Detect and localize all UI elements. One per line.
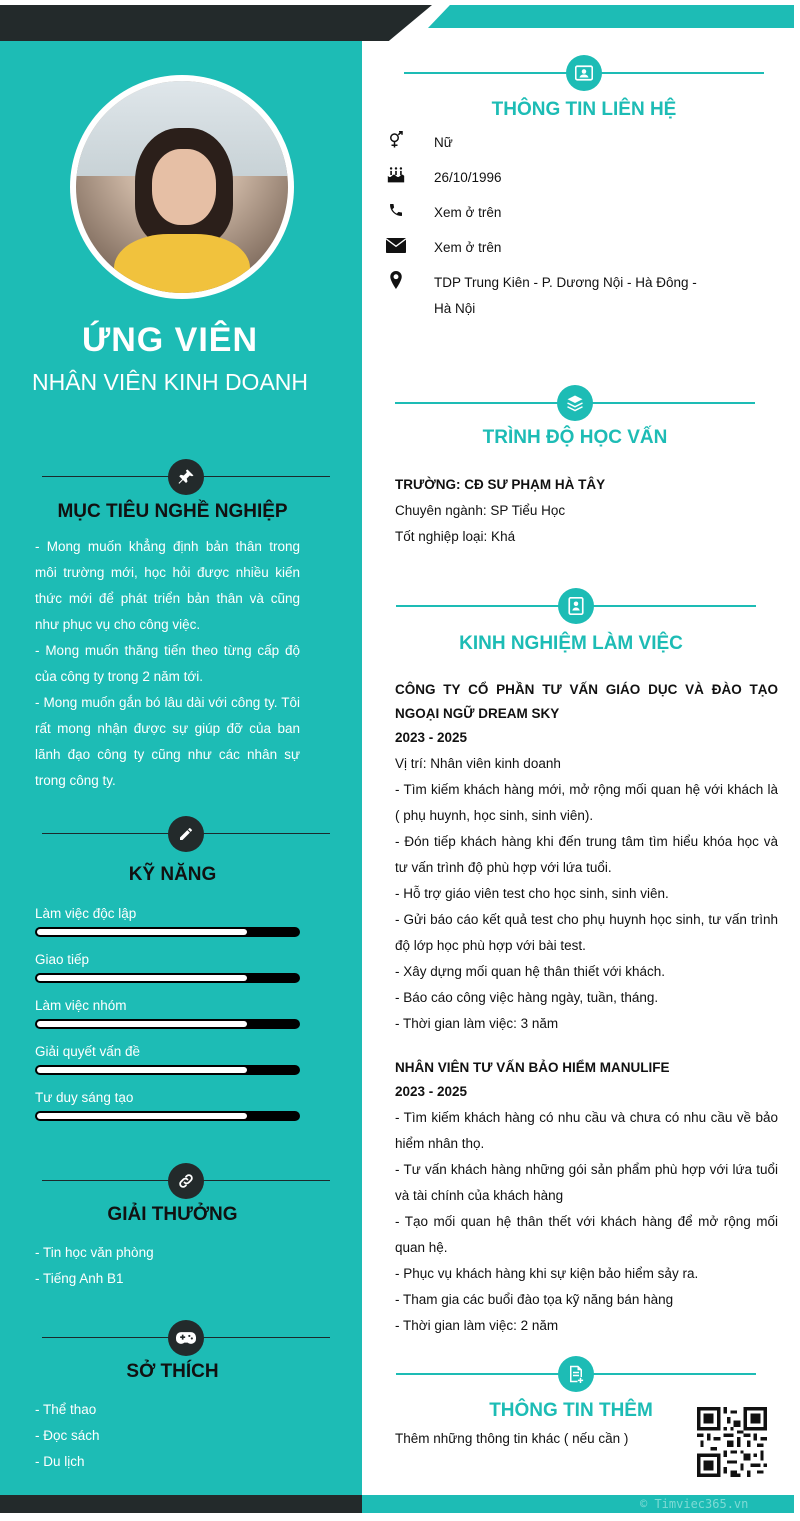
job-line: - Tìm kiếm khách hàng mới, mở rộng mối quan hệ với khách là ( phụ huynh, học sinh, sinh viên). [395,782,778,823]
job-1 [395,678,778,750]
education-block [395,472,778,550]
contact-phone-row [384,200,714,226]
skill-bar [35,973,300,983]
extra-title: THÔNG TIN THÊM [489,1400,653,1421]
hobby-item: - Thể thao [35,1402,97,1417]
career-goal-line: - Mong muốn thăng tiến theo từng cấp độ của công ty trong 2 năm tới. [35,643,300,684]
awards-list [35,1240,154,1292]
job-2 [395,1056,778,1104]
skill-label: Làm việc nhóm [35,998,127,1013]
contact-card-icon [566,55,602,91]
job-line: - Báo cáo công việc hàng ngày, tuần, tháng. [395,990,659,1005]
contact-address: TDP Trung Kiên - P. Dương Nội - Hà Đông - Hà Nội [434,275,697,316]
job-line: - Xây dựng mối quan hệ thân thiết với khách. [395,964,666,979]
watermark: © Timviec365.vn [640,1497,749,1511]
skill-item [35,905,300,937]
skill-bar [35,1065,300,1075]
skill-label: Giải quyết vấn đề [35,1044,141,1059]
education-school: TRƯỜNG: CĐ SƯ PHẠM HÀ TÂY [395,477,606,492]
contact-email-row [384,235,714,261]
skill-label: Giao tiếp [35,952,90,967]
gender-icon [384,130,408,150]
pencil-icon [168,816,204,852]
hobbies-title: SỞ THÍCH [126,1361,219,1382]
job-period: 2023 - 2025 [395,730,468,745]
contact-title: THÔNG TIN LIÊN HỆ [491,99,677,120]
skill-item [35,1043,300,1075]
job-company: CÔNG TY CỔ PHẦN TƯ VẤN GIÁO DỤC VÀ ĐÀO TẠO NGOẠI NGỮ DREAM SKY [395,682,778,721]
awards-title: GIẢI THƯỞNG [107,1204,238,1225]
envelope-icon [384,235,408,255]
skills-title: KỸ NĂNG [128,864,217,885]
contact-gender: Nữ [434,135,453,150]
job-line: - Phục vụ khách hàng khi sự kiện bảo hiểm sảy ra. [395,1266,699,1281]
job-1-details [395,751,778,1037]
job-line: Vị trí: Nhân viên kinh doanh [395,756,561,771]
layers-icon [557,385,593,421]
hobbies-list [35,1397,100,1475]
hobby-item: - Đọc sách [35,1428,100,1443]
career-goal-line: - Mong muốn gắn bó lâu dài với công ty. Tôi rất mong nhận được sự giúp đỡ của ban lãnh đạo công ty cũng như các nhân sự trong công ty. [35,695,300,788]
job-line: - Gửi báo cáo kết quả test cho phụ huynh học sinh, tư vấn trình độ lớp học phù hợp với bài test. [395,912,778,953]
candidate-position: NHÂN VIÊN KINH DOANH [31,369,309,395]
skill-label: Tư duy sáng tạo [35,1090,134,1105]
job-line: - Tham gia các buổi đào tọa kỹ năng bán hàng [395,1292,674,1307]
skill-fill [37,1113,247,1119]
award-item: - Tiếng Anh B1 [35,1271,124,1286]
career-goal-line: - Mong muốn khẳng định bản thân trong môi trường mới, học hỏi được nhiều kiến thức mới để phát triển bản thân và cũng như phục vụ cho công việc. [35,539,300,632]
map-marker-icon [384,270,408,290]
job-line: - Tạo mối quan hệ thân thết với khách hàng để mở rộng mối quan hệ. [395,1214,778,1255]
skill-bar [35,1111,300,1121]
gamepad-icon [168,1320,204,1356]
job-line: - Tìm kiếm khách hàng có nhu cầu và chưa có nhu cầu về bảo hiểm nhân thọ. [395,1110,778,1151]
skill-item [35,951,300,983]
skill-fill [37,1067,247,1073]
extra-text: Thêm những thông tin khác ( nếu cần ) [395,1431,629,1446]
career-goal-text [35,534,300,794]
id-badge-icon [558,588,594,624]
phone-icon [384,200,408,220]
candidate-name: ỨNG VIÊN [81,321,258,359]
contact-birthday: 26/10/1996 [434,170,502,185]
education-title: TRÌNH ĐỘ HỌC VẤN [482,427,668,448]
education-major: Chuyên ngành: SP Tiểu Học [395,503,566,518]
contact-address-row [384,270,714,322]
left-column [0,41,362,1495]
qr-code [697,1407,767,1477]
job-company: NHÂN VIÊN TƯ VẤN BẢO HIỂM MANULIFE [395,1060,670,1075]
job-2-details [395,1105,778,1339]
header-teal-band [428,5,794,28]
contact-phone: Xem ở trên [434,205,502,220]
skill-item [35,997,300,1029]
skill-fill [37,929,247,935]
job-line: - Tư vấn khách hàng những gói sản phẩm phù hợp với lứa tuổi và tài chính của khách hàng [395,1162,778,1203]
pin-icon [168,459,204,495]
avatar [70,75,294,299]
contact-email: Xem ở trên [434,240,502,255]
job-period: 2023 - 2025 [395,1084,468,1099]
job-line: - Thời gian làm việc: 3 năm [395,1016,559,1031]
hobby-item: - Du lịch [35,1454,85,1469]
job-line: - Thời gian làm việc: 2 năm [395,1318,559,1333]
document-add-icon [558,1356,594,1392]
skill-item [35,1089,300,1121]
skill-label: Làm việc độc lập [35,906,137,921]
birthday-cake-icon [384,165,408,185]
skill-bar [35,927,300,937]
award-item: - Tin học văn phòng [35,1245,154,1260]
job-line: - Đón tiếp khách hàng khi đến trung tâm tìm hiểu khóa học và tư vấn trình độ phù hợp với lứa tuổi. [395,834,778,875]
avatar-photo [76,81,288,293]
experience-title: KINH NGHIỆM LÀM VIỆC [459,633,683,654]
header-dark-band [0,5,432,41]
education-grade: Tốt nghiệp loại: Khá [395,529,516,544]
contact-gender-row [384,130,714,156]
career-goal-title: MỤC TIÊU NGHỀ NGHIỆP [57,501,288,522]
job-line: - Hỗ trợ giáo viên test cho học sinh, sinh viên. [395,886,669,901]
link-icon [168,1163,204,1199]
contact-birthday-row [384,165,714,191]
skill-fill [37,1021,247,1027]
skill-fill [37,975,247,981]
footer-dark-band [0,1495,362,1513]
skill-bar [35,1019,300,1029]
